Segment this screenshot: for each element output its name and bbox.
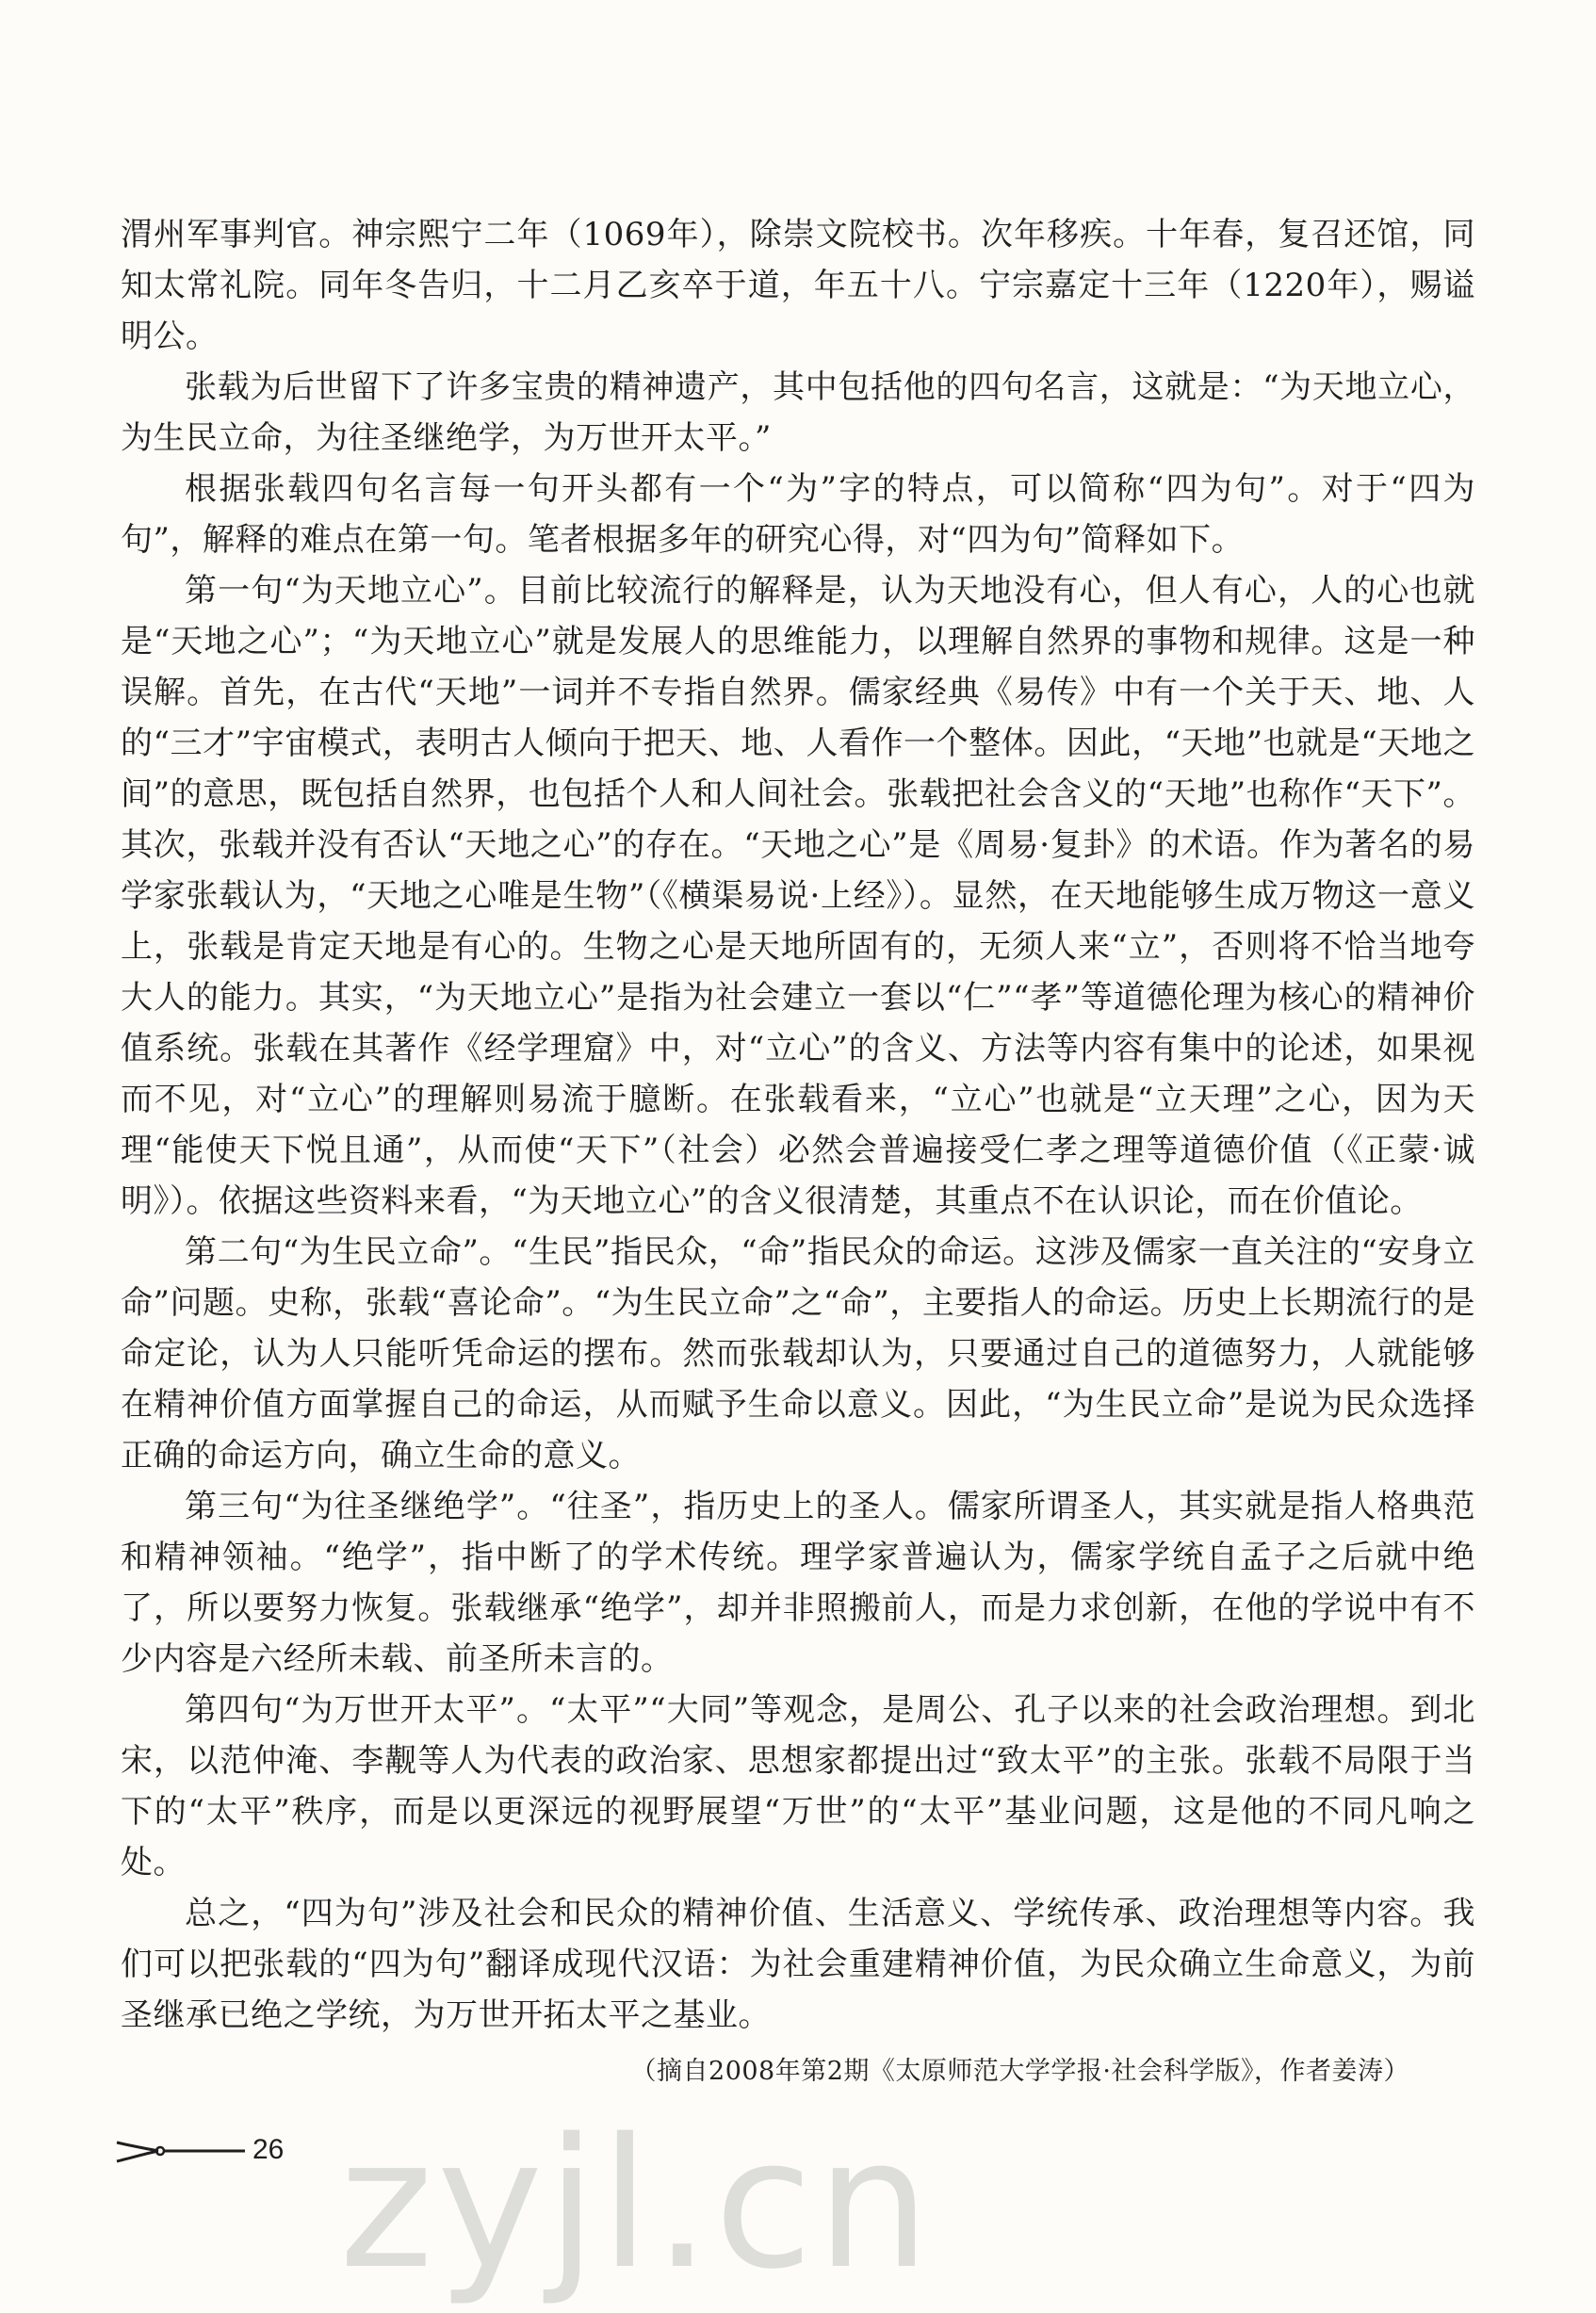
scissors-ornament-icon	[113, 2137, 245, 2165]
article-body	[121, 209, 1475, 2041]
watermark: zyjl.cn	[339, 2100, 935, 2308]
paragraph-1: 渭州军事判官。神宗熙宁二年（1069年），除崇文院校书。次年移疾。十年春，复召还馆，同知太常礼院。同年冬告归，十二月乙亥卒于道，年五十八。宁宗嘉定十三年（1220年），赐谥明公。	[121, 216, 1475, 355]
page-number: 26	[252, 2134, 285, 2165]
paragraph-5: 第二句“为生民立命”。“生民”指民众，“命”指民众的命运。这涉及儒家一直关注的“安身立命”问题。史称，张载“喜论命”。“为生民立命”之“命”，主要指人的命运。历史上长期流行的是命定论，认为人只能听凭命运的摆布。然而张载却认为，只要通过自己的道德努力，人就能够在精神价值方面掌握自己的命运，从而赋予生命以意义。因此，“为生民立命”是说为民众选择正确的命运方向，确立生命的意义。	[121, 1233, 1475, 1474]
paragraph-3: 根据张载四句名言每一句开头都有一个“为”字的特点，可以简称“四为句”。对于“四为句”，解释的难点在第一句。笔者根据多年的研究心得，对“四为句”简释如下。	[121, 470, 1475, 559]
paragraph-6: 第三句“为往圣继绝学”。“往圣”，指历史上的圣人。儒家所谓圣人，其实就是指人格典范和精神领袖。“绝学”，指中断了的学术传统。理学家普遍认为，儒家学统自孟子之后就中绝了，所以要努力恢复。张载继承“绝学”，却并非照搬前人，而是力求创新，在他的学说中有不少内容是六经所未载、前圣所未言的。	[121, 1488, 1475, 1678]
paragraph-8: 总之，“四为句”涉及社会和民众的精神价值、生活意义、学统传承、政治理想等内容。我们可以把张载的“四为句”翻译成现代汉语：为社会重建精神价值，为民众确立生命意义，为前圣继承已绝之学统，为万世开拓太平之基业。	[121, 1895, 1475, 2034]
source-citation: （摘自2008年第2期《太原师范大学学报·社会科学版》，作者姜涛）	[630, 2057, 1409, 2086]
paragraph-7: 第四句“为万世开太平”。“太平”“大同”等观念，是周公、孔子以来的社会政治理想。到北宋，以范仲淹、李觏等人为代表的政治家、思想家都提出过“致太平”的主张。张载不局限于当下的“太平”秩序，而是以更深远的视野展望“万世”的“太平”基业问题，这是他的不同凡响之处。	[121, 1691, 1475, 1881]
paragraph-2: 张载为后世留下了许多宝贵的精神遗产，其中包括他的四句名言，这就是：“为天地立心，为生民立命，为往圣继绝学，为万世开太平。”	[121, 368, 1475, 457]
paragraph-4: 第一句“为天地立心”。目前比较流行的解释是，认为天地没有心，但人有心，人的心也就是“天地之心”；“为天地立心”就是发展人的思维能力，以理解自然界的事物和规律。这是一种误解。首先，在古代“天地”一词并不专指自然界。儒家经典《易传》中有一个关于天、地、人的“三才”宇宙模式，表明古人倾向于把天、地、人看作一个整体。因此，“天地”也就是“天地之间”的意思，既包括自然界，也包括个人和人间社会。张载把社会含义的“天地”也称作“天下”。其次，张载并没有否认“天地之心”的存在。“天地之心”是《周易·复卦》的术语。作为著名的易学家张载认为，“天地之心唯是生物”（《横渠易说·上经》）。显然，在天地能够生成万物这一意义上，张载是肯定天地是有心的。生物之心是天地所固有的，无须人来“立”，否则将不恰当地夸大人的能力。其实，“为天地立心”是指为社会建立一套以“仁”“孝”等道德伦理为核心的精神价值系统。张载在其著作《经学理窟》中，对“立心”的含义、方法等内容有集中的论述，如果视而不见，对“立心”的理解则易流于臆断。在张载看来，“立心”也就是“立天理”之心，因为天理“能使天下悦且通”，从而使“天下”（社会）必然会普遍接受仁孝之理等道德价值（《正蒙·诚明》）。依据这些资料来看，“为天地立心”的含义很清楚，其重点不在认识论，而在价值论。	[121, 572, 1476, 1220]
page-footer	[113, 2131, 396, 2178]
